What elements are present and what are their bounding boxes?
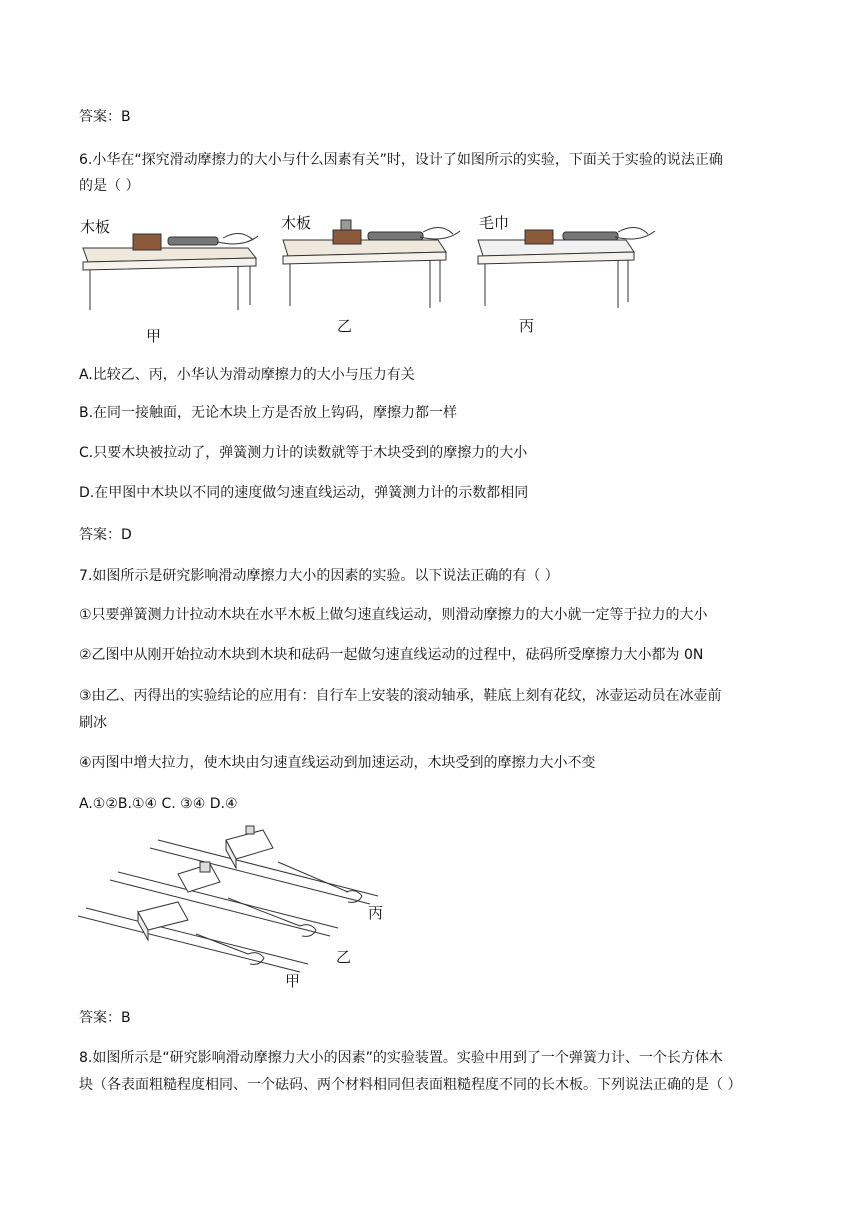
surface-label-2: 木板 [281,214,312,232]
question-6-stem: 6.小华在“探究滑动摩擦力的大小与什么因素有关”时，设计了如图所示的实验，下面关于实验的说法正确 [79,152,723,168]
option-6c: C.只要木块被拉动了，弹簧测力计的读数就等于木块受到的摩擦力的大小 [79,445,528,461]
options-7: A.①②B.①④ C. ③④ D.④ [79,796,238,812]
answer-q6: 答案：D [79,527,132,543]
figure-friction-setups [78,210,698,345]
figure-board-setups [78,822,398,990]
option-6d: D.在甲图中木块以不同的速度做匀速直线运动，弹簧测力计的示数都相同 [79,485,529,501]
caption-bing-2: 丙 [368,904,384,922]
surface-label-3: 毛巾 [479,214,510,232]
caption-jia-2: 甲 [285,972,301,990]
caption-yi: 乙 [337,317,353,335]
statement-3-cont: 刷冰 [79,715,107,731]
setup-jia [83,233,258,310]
figure-friction-drawing [78,210,698,345]
option-6a: A.比较乙、丙，小华认为滑动摩擦力的大小与压力有关 [79,367,415,383]
caption-jia: 甲 [146,327,162,345]
statement-1: ①只要弹簧测力计拉动木块在水平木板上做匀速直线运动，则滑动摩擦力的大小就一定等于拉力的大小 [79,607,708,623]
surface-label-1: 木板 [80,218,111,236]
question-8-stem-cont: 块（各表面粗糙程度相同、一个砝码、两个材料相同但表面粗糙程度不同的长木板。下列说法正确的是（ ） [79,1077,742,1093]
boards [78,826,378,972]
caption-yi-2: 乙 [336,948,352,966]
question-7-stem: 7.如图所示是研究影响滑动摩擦力大小的因素的实验。以下说法正确的有（ ） [79,568,559,584]
statement-3: ③由乙、丙得出的实验结论的应用有：自行车上安装的滚动轴承，鞋底上刻有花纹，冰壶运动员在冰壶前 [79,688,722,704]
statement-2: ②乙图中从刚开始拉动木块到木块和砝码一起做匀速直线运动的过程中，砝码所受摩擦力大小都为 0N [79,647,704,663]
setup-yi [283,220,460,308]
question-8-stem: 8.如图所示是“研究影响滑动摩擦力大小的因素”的实验装置。实验中用到了一个弹簧力计、一个长方体木 [79,1050,723,1066]
answer-q7: 答案：B [79,1010,131,1026]
statement-4: ④丙图中增大拉力，使木块由匀速直线运动到加速运动，木块受到的摩擦力大小不变 [79,755,596,771]
answer-q5: 答案：B [79,109,131,125]
caption-bing: 丙 [519,317,535,335]
setup-bing [478,227,655,308]
option-6b: B.在同一接触面，无论木块上方是否放上钩码，摩擦力都一样 [79,405,458,421]
question-6-stem-cont: 的是（ ） [79,178,140,194]
